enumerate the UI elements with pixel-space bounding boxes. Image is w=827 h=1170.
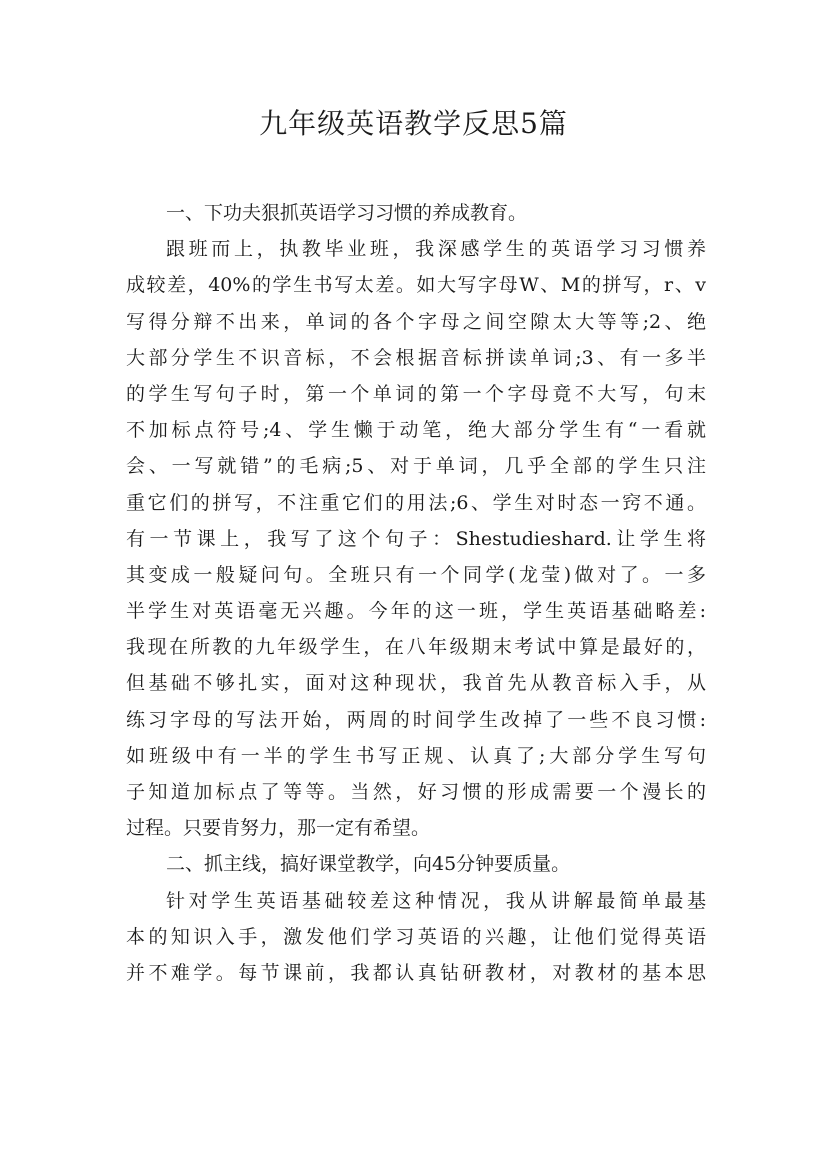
paragraph-line: 其变成一般疑问句。全班只有一个同学(龙莹)做对了。一多 <box>126 563 706 586</box>
paragraph-line: 针对学生英语基础较差这种情况，我从讲解最简单最基 <box>166 889 706 912</box>
paragraph-line: 成较差，40%的学生书写太差。如大写字母W、M的拼写，r、v <box>126 274 706 297</box>
paragraph-line: 写得分辩不出来，单词的各个字母之间空隙太大等等;2、绝 <box>126 310 706 333</box>
paragraph-line: 半学生对英语毫无兴趣。今年的这一班，学生英语基础略差: <box>126 600 706 623</box>
section-heading-2: 二、抓主线，搞好课堂教学，向45分钟要质量。 <box>166 853 571 876</box>
paragraph-line: 重它们的拼写，不注重它们的用法;6、学生对时态一窍不通。 <box>126 491 706 514</box>
paragraph-line: 本的知识入手，激发他们学习英语的兴趣，让他们觉得英语 <box>126 925 706 948</box>
paragraph-line: 过程。只要肯努力，那一定有希望。 <box>126 817 431 840</box>
paragraph-line: 并不难学。每节课前，我都认真钻研教材，对教材的基本思 <box>126 961 706 984</box>
paragraph-line: 大部分学生不识音标，不会根据音标拼读单词;3、有一多半 <box>126 346 706 369</box>
paragraph-line: 我现在所教的九年级学生，在八年级期末考试中算是最好的， <box>126 636 706 659</box>
document-title: 九年级英语教学反思5篇 <box>259 107 568 140</box>
paragraph-line: 练习字母的写法开始，两周的时间学生改掉了一些不良习惯: <box>126 708 706 731</box>
paragraph-line: 跟班而上，执教毕业班，我深感学生的英语学习习惯养 <box>166 238 706 261</box>
paragraph-line: 不加标点符号;4、学生懒于动笔，绝大部分学生有“一看就 <box>126 419 706 442</box>
paragraph-line: 如班级中有一半的学生书写正规、认真了;大部分学生写句 <box>126 744 706 767</box>
paragraph-line: 但基础不够扎实，面对这种现状，我首先从教音标入手，从 <box>126 672 706 695</box>
paragraph-line: 的学生写句子时，第一个单词的第一个字母竟不大写，句末 <box>126 382 706 405</box>
document-body <box>126 195 706 991</box>
paragraph-line: 会、一写就错”的毛病;5、对于单词，几乎全部的学生只注 <box>126 455 706 478</box>
section-heading-1: 一、下功夫狠抓英语学习习惯的养成教育。 <box>166 202 528 224</box>
paragraph-line: 子知道加标点了等等。当然，好习惯的形成需要一个漫长的 <box>126 781 706 803</box>
paragraph-line: 有一节课上，我写了这个句子：Shestudieshard.让学生将 <box>126 527 706 550</box>
